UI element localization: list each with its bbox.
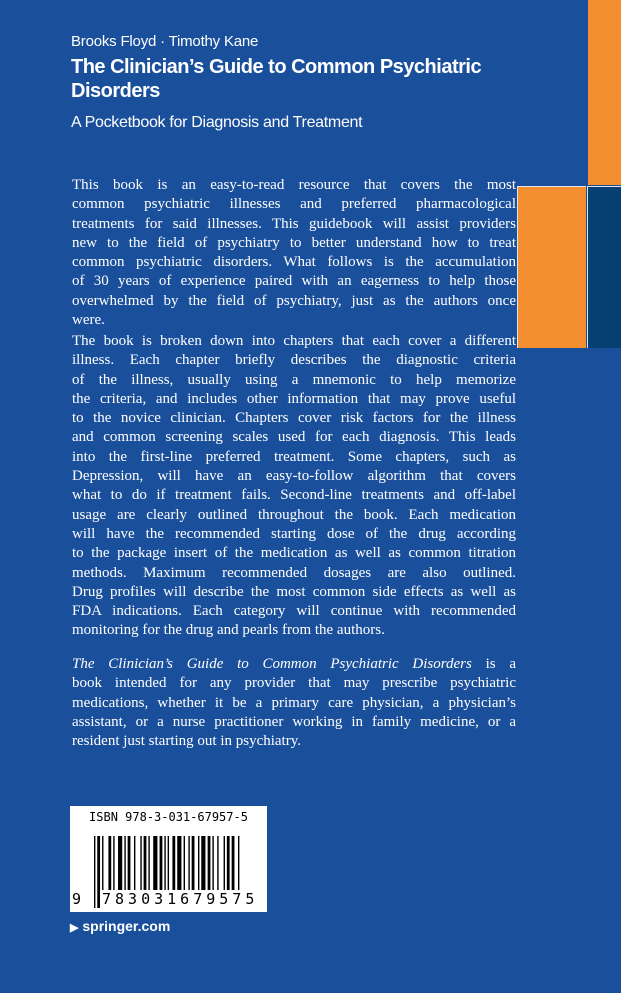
text-line: to the package insert of the medication as well as common titration [72, 545, 516, 562]
text-line: treatments for said illnesses. This guidebook will assist providers [72, 215, 516, 232]
text-line: what to do if treatment fails. Second-line treatments and off-label [72, 487, 516, 504]
barcode-bar [184, 836, 185, 892]
barcode-bar [212, 836, 213, 892]
barcode-digits: 783031679575 [102, 890, 259, 908]
barcode-bar [198, 836, 199, 892]
barcode-bar [177, 836, 181, 892]
orange-accent-bar-top [588, 0, 621, 185]
text-line: and common screening scales used for each diagnosis. This leads [72, 429, 516, 446]
barcode-bar [102, 836, 103, 892]
orange-accent-bar [517, 186, 586, 348]
barcode-bar [128, 836, 131, 892]
barcode-bar [164, 836, 165, 892]
text-line: medications, whether it be a primary care physician, a physician’s [72, 694, 516, 711]
barcode-bar [208, 836, 211, 892]
text-line: usage are clearly outlined throughout the book. Each medication [72, 506, 516, 523]
barcode-bar [148, 836, 149, 892]
springer-link[interactable] [70, 918, 170, 934]
text-line: were. [72, 312, 105, 329]
description-paragraph-1 [72, 176, 516, 330]
text-line: to the novice clinician. Chapters cover risk factors for the illness [72, 410, 516, 427]
text-line: new to the field of psychiatry to better understand how to treat [72, 234, 516, 251]
book-title-italic: The Clinician’s Guide to Common Psychiatric Disorders [72, 656, 472, 672]
arrow-icon: ▶ [70, 922, 79, 934]
barcode-bar [227, 836, 230, 892]
barcode-bar [124, 836, 125, 892]
navy-accent-bar [587, 186, 621, 348]
barcode-bar [217, 836, 218, 892]
description-paragraph-3: The Clinician’s Guide to Common Psychiatric Disorders is a book intended for any provider that may prescribe psychiatric medications, whether it be a primary care physician, a physician’s assistant, or a nurse practitioner working in family medicine, or a resident just starting out in psychiatry. [72, 655, 516, 751]
barcode-bar [108, 836, 111, 892]
text-line: of 30 years of experience paired with an eagerness to help those [72, 273, 516, 290]
text-line: The book is broken down into chapters that each cover a different [72, 333, 516, 349]
barcode-bar [113, 836, 114, 892]
text-line: book intended for any provider that may prescribe psychiatric [72, 675, 516, 692]
barcode-bar [140, 836, 141, 892]
text-line: Drug profiles will describe the most common side effects as well as [72, 583, 516, 600]
barcode-bar [160, 836, 163, 892]
text-line: This book is an easy-to-read resource that covers the most [72, 177, 516, 193]
text-line: of the illness, usually using a mnemonic to help memorize [72, 371, 516, 388]
barcode-first-digit: 9 [72, 890, 82, 908]
barcode-bar [201, 836, 205, 892]
barcode-bar [192, 836, 195, 892]
text-line: illness. Each chapter briefly describes the diagnostic criteria [72, 352, 516, 369]
text-line: overwhelmed by the field of psychiatry, just as the authors once [72, 292, 516, 309]
text-line: resident just starting out in psychiatry. [72, 733, 301, 750]
text-line: methods. Maximum recommended dosages are also outlined. [72, 564, 516, 581]
text-line: assistant, or a nurse practitioner working in family medicine, or a [72, 713, 516, 730]
text-line: the criteria, and includes other information that may prove useful [72, 390, 516, 407]
isbn-text: ISBN 978-3-031-67957-5 [89, 810, 248, 824]
barcode-bar [188, 836, 189, 892]
barcode-bar [118, 836, 122, 892]
authors: Brooks Floyd · Timothy Kane [71, 33, 259, 50]
text-line: common psychiatric illnesses and preferred pharmacological [72, 196, 516, 213]
description-paragraph-2 [72, 332, 516, 641]
barcode-bar [134, 836, 135, 892]
book-subtitle: A Pocketbook for Diagnosis and Treatment [71, 114, 363, 131]
text-line: into the first-line preferred treatment. Some chapters, such as [72, 448, 516, 465]
text-line: will have the recommended starting dose of the drug according [72, 525, 516, 542]
text-line: common psychiatric disorders. What follows is the accumulation [72, 254, 516, 271]
barcode-bar [224, 836, 225, 892]
springer-link-text: springer.com [82, 918, 171, 934]
text-line: Depression, will have an easy-to-follow algorithm that covers [72, 468, 516, 485]
barcode-bar [94, 836, 95, 908]
isbn-barcode [70, 806, 267, 912]
barcode-bar [144, 836, 147, 892]
text-line: monitoring for the drug and pearls from the authors. [72, 622, 385, 639]
barcode-bar [153, 836, 157, 892]
book-title: The Clinician’s Guide to Common Psychiatric Disorders [71, 56, 482, 102]
text-line: FDA indications. Each category will continue with recommended [72, 603, 516, 620]
